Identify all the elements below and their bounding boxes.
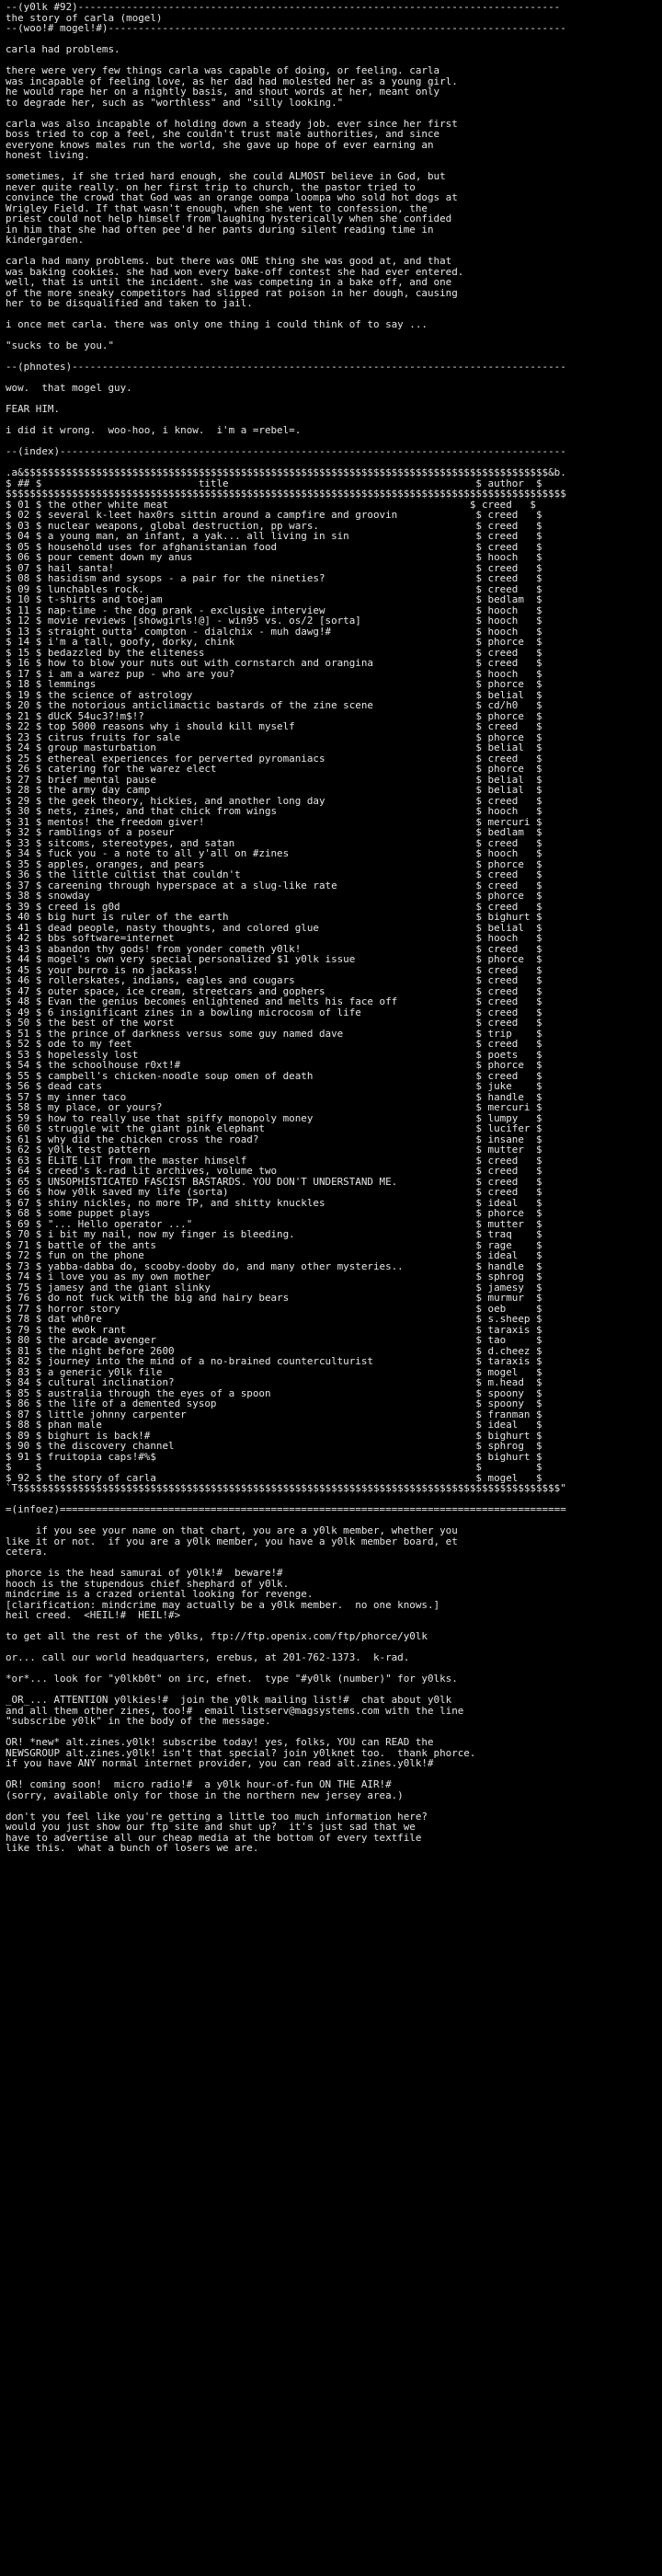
text-line: he would rape her on a nightly basis, and shout words at her, meant only — [6, 86, 440, 98]
text-line: $ 65 $ UNSOPHISTICATED FASCIST BASTARDS. YOU DON'T UNDERSTAND ME. $ creed $ — [6, 1175, 542, 1188]
text-line: $ 71 $ battle of the ants $ rage $ — [6, 1238, 542, 1251]
text-line: $ 47 $ outer space, ice cream, streetcars and gophers $ creed $ — [6, 984, 542, 997]
text-line: $ 12 $ movie reviews [showgirls!@] - win95 vs. os/2 [sorta] $ hooch $ — [6, 615, 542, 627]
text-line: $ 20 $ the notorious anticlimactic bastards of the zine scene $ cd/h0 $ — [6, 699, 542, 711]
text-line: $ 53 $ hopelessly lost $ poets $ — [6, 1048, 542, 1061]
text-line: $ 88 $ phan male $ ideal $ — [6, 1419, 542, 1431]
text-line: $ 24 $ group masturbation $ belial $ — [6, 742, 542, 753]
text-line: $ 03 $ nuclear weapons, global destruction, pp wars. $ creed $ — [6, 519, 542, 532]
text-line: $ 45 $ your burro is no jackass! $ creed $ — [6, 963, 542, 976]
text-line: =(infoez)==================================================================================== — [6, 1503, 566, 1515]
text-line: if you see your name on that chart, you are a y0lk member, whether you — [6, 1524, 458, 1536]
text-line: $ 06 $ pour cement down my anus $ hooch $ — [6, 551, 542, 563]
text-line: $ 37 $ careening through hyperspace at a slug-like rate $ creed $ — [6, 879, 542, 891]
text-line: have to advertise all our cheap media at the bottom of every textfile — [6, 1831, 422, 1844]
text-line: don't you feel like you're getting a little too much information here? — [6, 1810, 428, 1823]
text-line: $ 82 $ journey into the mind of a no-brained counterculturist $ taraxis $ — [6, 1355, 542, 1367]
text-line: $ 41 $ dead people, nasty thoughts, and colored glue $ belial $ — [6, 921, 542, 934]
text-line: honest living. — [6, 149, 90, 161]
text-line: $ 59 $ how to really use that spiffy monopoly money $ lumpy $ — [6, 1111, 542, 1124]
text-line: $ 29 $ the geek theory, hickies, and another long day $ creed $ — [6, 794, 542, 807]
text-line: .a&$$$$$$$$$$$$$$$$$$$$$$$$$$$$$$$$$$$$$$$$$$$$$$$$$$$$$$$$$$$$$$$$$$$$$$$$$$$$$$$$$$$$$$$&b. — [6, 466, 566, 478]
text-line: $ 27 $ brief mental pause $ belial $ — [6, 773, 542, 786]
text-line: OR! *new* alt.zines.y0lk! subscribe today! yes, folks, YOU can READ the — [6, 1736, 434, 1748]
text-line: to degrade her, such as "worthless" and "silly looking." — [6, 96, 344, 109]
text-line: `T$$$$$$$$$$$$$$$$$$$$$$$$$$$$$$$$$$$$$$$$$$$$$$$$$$$$$$$$$$$$$$$$$$$$$$$$$$$$$$$$$$$$$$$$$$" — [6, 1482, 566, 1494]
text-line: there were very few things carla was capable of doing, or feeling. carla — [6, 64, 440, 76]
text-line: $ 39 $ creed is g0d $ creed $ — [6, 900, 542, 913]
text-line: --(phnotes)---------------------------------------------------------------------------------- — [6, 361, 566, 373]
text-line: $ 68 $ some puppet plays $ phorce $ — [6, 1207, 542, 1219]
text-line: $ 35 $ apples, oranges, and pears $ phorce $ — [6, 857, 542, 870]
text-line: [clarification: mindcrime may actually be a y0lk member. no one knows.] — [6, 1598, 440, 1611]
text-line: in him that she had often pee'd her pants during silent reading time in — [6, 223, 434, 236]
text-line: i did it wrong. woo-hoo, i know. i'm a =rebel=. — [6, 424, 302, 436]
text-line: $ 21 $ dUcK 54uc3?!m$!? $ phorce $ — [6, 709, 542, 722]
text-line: $ 50 $ the best of the worst $ creed $ — [6, 1017, 542, 1029]
text-line: $ 14 $ i'm a tall, goofy, dorky, chink $ phorce $ — [6, 636, 542, 648]
text-line: $ 60 $ struggle wit the giant pink elephant $ lucifer $ — [6, 1122, 542, 1134]
text-line: phorce is the head samurai of y0lk!# beware!# — [6, 1567, 283, 1579]
text-line: $ 87 $ little johnny carpenter $ franman $ — [6, 1408, 542, 1420]
text-line: $ 56 $ dead cats $ juke $ — [6, 1080, 542, 1092]
text-line: $ 01 $ the other white meat $ creed $ — [6, 498, 536, 511]
text-line: $ 63 $ ELiTE LiT from the master himself $ creed $ — [6, 1154, 542, 1167]
text-line: $ 90 $ the discovery channel $ sphrog $ — [6, 1440, 542, 1452]
text-line: $ 89 $ bighurt is back!# $ bighurt $ — [6, 1429, 542, 1442]
text-line: was incapable of feeling love, as her dad had molested her as a young girl. — [6, 75, 458, 87]
text-line: $ 67 $ shiny nickles, no more TP, and shitty knuckles $ ideal $ — [6, 1196, 542, 1209]
text-line: mindcrime is a crazed oriental looking for revenge. — [6, 1588, 314, 1600]
text-line: boss tried to cop a feel, she couldn't trust male authorities, and since — [6, 128, 440, 140]
text-line: carla was also incapable of holding down a steady job. ever since her first — [6, 117, 458, 130]
text-line: $ 81 $ the night before 2600 $ d.cheez $ — [6, 1344, 542, 1357]
text-line: $ 79 $ the ewok rant $ taraxis $ — [6, 1323, 542, 1336]
text-line: $ 31 $ mentos! the freedom giver! $ mercuri $ — [6, 815, 542, 828]
text-line: $ 54 $ the schoolhouse r0xt!# $ phorce $ — [6, 1059, 542, 1071]
text-line: of the more sneaky competitors had slipped rat poison in her dough, causing — [6, 286, 458, 299]
text-line: _OR_... ATTENTION y0lkies!# join the y0lk mailing list!# chat about y0lk — [6, 1694, 452, 1706]
text-line: $ 18 $ lemmings $ phorce $ — [6, 678, 542, 690]
text-line: $ 70 $ i bit my nail, now my finger is bleeding. $ traq $ — [6, 1228, 542, 1240]
text-line: everyone knows males run the world, she gave up hope of ever earning an — [6, 138, 434, 151]
text-line: $ 92 $ the story of carla $ mogel $ — [6, 1471, 542, 1484]
text-line: cetera. — [6, 1546, 48, 1558]
text-line: --(index)------------------------------------------------------------------------------------ — [6, 445, 566, 457]
text-line: $ 15 $ bedazzled by the eliteness $ creed $ — [6, 646, 542, 659]
text-line: $ 44 $ mogel's own very special personalized $1 y0lk issue $ phorce $ — [6, 953, 542, 965]
text-line: $ 25 $ ethereal experiences for perverted pyromaniacs $ creed $ — [6, 752, 542, 765]
text-line: $ 55 $ campbell's chicken-noodle soup omen of death $ creed $ — [6, 1069, 542, 1082]
text-line: $ 52 $ ode to my feet $ creed $ — [6, 1038, 542, 1050]
text-line: $ 07 $ hail santa! $ creed $ — [6, 561, 542, 574]
text-line: $ 75 $ jamesy and the giant slinky $ jamesy $ — [6, 1281, 542, 1294]
text-line: well, that is until the incident. she was competing in a bake off, and one — [6, 276, 452, 288]
text-line: heil creed. <HEIL!# HEIL!#> — [6, 1609, 181, 1621]
text-line: like this. what a bunch of losers we are. — [6, 1842, 259, 1854]
text-line: and all them other zines, too!# email listserv@magsystems.com with the line — [6, 1704, 464, 1717]
text-line: $ 23 $ citrus fruits for sale $ phorce $ — [6, 730, 542, 743]
text-line: the story of carla (mogel) — [6, 11, 163, 24]
text-line: $ 66 $ how y0lk saved my life (sorta) $ creed $ — [6, 1186, 542, 1198]
text-line: $ 74 $ i love you as my own mother $ sphrog $ — [6, 1271, 542, 1282]
text-line: carla had problems. — [6, 43, 120, 55]
text-line: Wrigley Field. If that wasn't enough, when she went to confession, the — [6, 201, 428, 214]
text-line: $ 61 $ why did the chicken cross the road? $ insane $ — [6, 1133, 542, 1145]
text-line: priest could not help himself from laughing hysterically when she confided — [6, 213, 452, 224]
text-line: was baking cookies. she had won every bake-off contest she had ever entered. — [6, 265, 464, 278]
text-line: $ 46 $ rollerskates, indians, eagles and cougars $ creed $ — [6, 974, 542, 986]
text-line: carla had many problems. but there was ONE thing she was good at, and that — [6, 255, 452, 267]
text-line: $ 51 $ the prince of darkness versus some guy named dave $ trip $ — [6, 1027, 542, 1040]
text-line: her to be disqualified and taken to jail. — [6, 297, 253, 309]
text-line: $ 02 $ several k-leet hax0rs sittin around a campfire and groovin $ creed $ — [6, 509, 542, 521]
text-line: $ 26 $ catering for the warez elect $ phorce $ — [6, 763, 542, 775]
text-line: $ 80 $ the arcade avenger $ tao $ — [6, 1334, 542, 1346]
text-line: $ 48 $ Evan the genius becomes enlightened and melts his face off $ creed $ — [6, 995, 542, 1007]
text-line: $ 85 $ australia through the eyes of a spoon $ spoony $ — [6, 1386, 542, 1399]
text-line: convince the crowd that God was an orange oompa loompa who sold hot dogs at — [6, 191, 458, 203]
text-line: $ 69 $ "... Hello operator ..." $ mutter $ — [6, 1217, 542, 1230]
text-line: $ 13 $ straight outta' compton - dialchix - muh dawg!# $ hooch $ — [6, 625, 542, 638]
text-line: $ 04 $ a young man, an infant, a yak... all living in sin $ creed $ — [6, 530, 542, 542]
text-line: $ 73 $ yabba-dabba do, scooby-dooby do, and many other mysteries.. $ handle $ — [6, 1259, 542, 1272]
text-line: $ 86 $ the life of a demented sysop $ spoony $ — [6, 1397, 542, 1409]
text-line: $ 30 $ nets, zines, and that chick from wings $ hooch $ — [6, 805, 542, 817]
text-line: $ 16 $ how to blow your nuts out with cornstarch and orangina $ creed $ — [6, 657, 542, 669]
text-line: $ $ $ $ — [6, 1461, 542, 1473]
text-line: never quite really. on her first trip to church, the pastor tried to — [6, 180, 416, 193]
text-line: $ 38 $ snowday $ phorce $ — [6, 890, 542, 902]
text-line: *or*... look for "y0lkb0t" on irc, efnet. type "#y0lk (number)" for y0lks. — [6, 1673, 458, 1685]
text-line: $ ## $ title $ author $ — [6, 477, 542, 489]
text-line: (sorry, available only for those in the northern new jersey area.) — [6, 1788, 404, 1801]
text-line: OR! coming soon! micro radio!# a y0lk hour-of-fun ON THE AIR!# — [6, 1778, 392, 1790]
text-line: $ 76 $ do not fuck with the big and hairy bears $ murmur $ — [6, 1292, 542, 1304]
text-line: $ 49 $ 6 insignificant zines in a bowling microcosm of life $ creed $ — [6, 1006, 542, 1018]
text-line: to get all the rest of the y0lks, ftp://ftp.openix.com/ftp/phorce/y0lk — [6, 1630, 428, 1642]
text-line: $ 43 $ abandon thy gods! from yonder cometh y0lk! $ creed $ — [6, 942, 542, 955]
text-line: would you just show our ftp site and shut up? it's just sad that we — [6, 1821, 416, 1833]
text-line: $ 05 $ household uses for afghanistanian food $ creed $ — [6, 540, 542, 553]
text-line: NEWSGROUP alt.zines.y0lk! isn't that special? join y0lknet too. thank phorce. — [6, 1746, 476, 1759]
text-line: or... call our world headquarters, erebus, at 201-762-1373. k-rad. — [6, 1651, 410, 1663]
text-line: $ 72 $ fun on the phone $ ideal $ — [6, 1249, 542, 1261]
text-line: $ 58 $ my place, or yours? $ mercuri $ — [6, 1101, 542, 1113]
text-line — [6, 1800, 662, 1811]
text-line: $ 10 $ t-shirts and toejam $ bedlam $ — [6, 593, 542, 605]
text-line: like it or not. if you are a y0lk member, you have a y0lk member board, et — [6, 1535, 458, 1547]
text-line: $ 11 $ nap-time - the dog prank - exclusive interview $ hooch $ — [6, 604, 542, 616]
text-line: $ 34 $ fuck you - a note to all y'all on #zines $ hooch $ — [6, 847, 542, 859]
text-line: $ 33 $ sitcoms, stereotypes, and satan $ creed $ — [6, 836, 542, 849]
text-line: "sucks to be you." — [6, 339, 115, 351]
text-line: $ 09 $ lunchables rock. $ creed $ — [6, 582, 542, 595]
text-line: $ 17 $ i am a warez pup - who are you? $ hooch $ — [6, 667, 542, 680]
text-line: wow. that mogel guy. — [6, 382, 132, 394]
text-line: $ 77 $ horror story $ oeb $ — [6, 1302, 542, 1315]
text-line: FEAR HIM. — [6, 403, 61, 415]
text-line: hooch is the stupendous chief shephard of y0lk. — [6, 1577, 290, 1590]
text-line: $ 78 $ dat wh0re $ s.sheep $ — [6, 1313, 542, 1325]
text-line: $ 42 $ bbs software=internet $ hooch $ — [6, 932, 542, 944]
text-line: $ 57 $ my inner taco $ handle $ — [6, 1090, 542, 1103]
text-line: if you have ANY normal internet provider, you can read alt.zines.y0lk!# — [6, 1757, 434, 1769]
text-line: $ 91 $ fruitopia caps!#%$ $ bighurt $ — [6, 1450, 542, 1463]
text-line: i once met carla. there was only one thing i could think of to say ... — [6, 318, 428, 330]
text-line: $ 08 $ hasidism and sysops - a pair for the nineties? $ creed $ — [6, 572, 542, 584]
text-line: $ 22 $ top 5000 reasons why i should kill myself $ creed $ — [6, 720, 542, 732]
text-line: sometimes, if she tried hard enough, she could ALMOST believe in God, but — [6, 170, 446, 182]
text-line: $ 62 $ y0lk test pattern $ mutter $ — [6, 1144, 542, 1156]
text-line: $ 40 $ big hurt is ruler of the earth $ bighurt $ — [6, 911, 542, 923]
text-line: $ 83 $ a generic y0lk file $ mogel $ — [6, 1365, 542, 1378]
text-line: kindergarden. — [6, 234, 85, 246]
text-line: "subscribe y0lk" in the body of the message. — [6, 1715, 271, 1727]
text-line: $ 84 $ cultural inclination? $ m.head $ — [6, 1376, 542, 1388]
text-line: --(y0lk #92)-------------------------------------------------------------------------------- — [6, 1, 561, 13]
text-line — [6, 108, 662, 119]
text-line: $ 64 $ creed's k-rad lit archives, volume two $ creed $ — [6, 1165, 542, 1177]
text-line: $$$$$$$$$$$$$$$$$$$$$$$$$$$$$$$$$$$$$$$$$$$$$$$$$$$$$$$$$$$$$$$$$$$$$$$$$$$$$$$$$$$$$$$$$$$$$ — [6, 488, 566, 500]
text-line: $ 36 $ the little cultist that couldn't $ creed $ — [6, 868, 542, 880]
text-line: $ 19 $ the science of astrology $ belial $ — [6, 688, 542, 701]
text-line: --(woo!# mogel!#)---------------------------------------------------------------------------- — [6, 22, 566, 34]
text-line: $ 32 $ ramblings of a poseur $ bedlam $ — [6, 826, 542, 838]
text-line — [6, 394, 662, 405]
text-line: $ 28 $ the army day camp $ belial $ — [6, 784, 542, 796]
